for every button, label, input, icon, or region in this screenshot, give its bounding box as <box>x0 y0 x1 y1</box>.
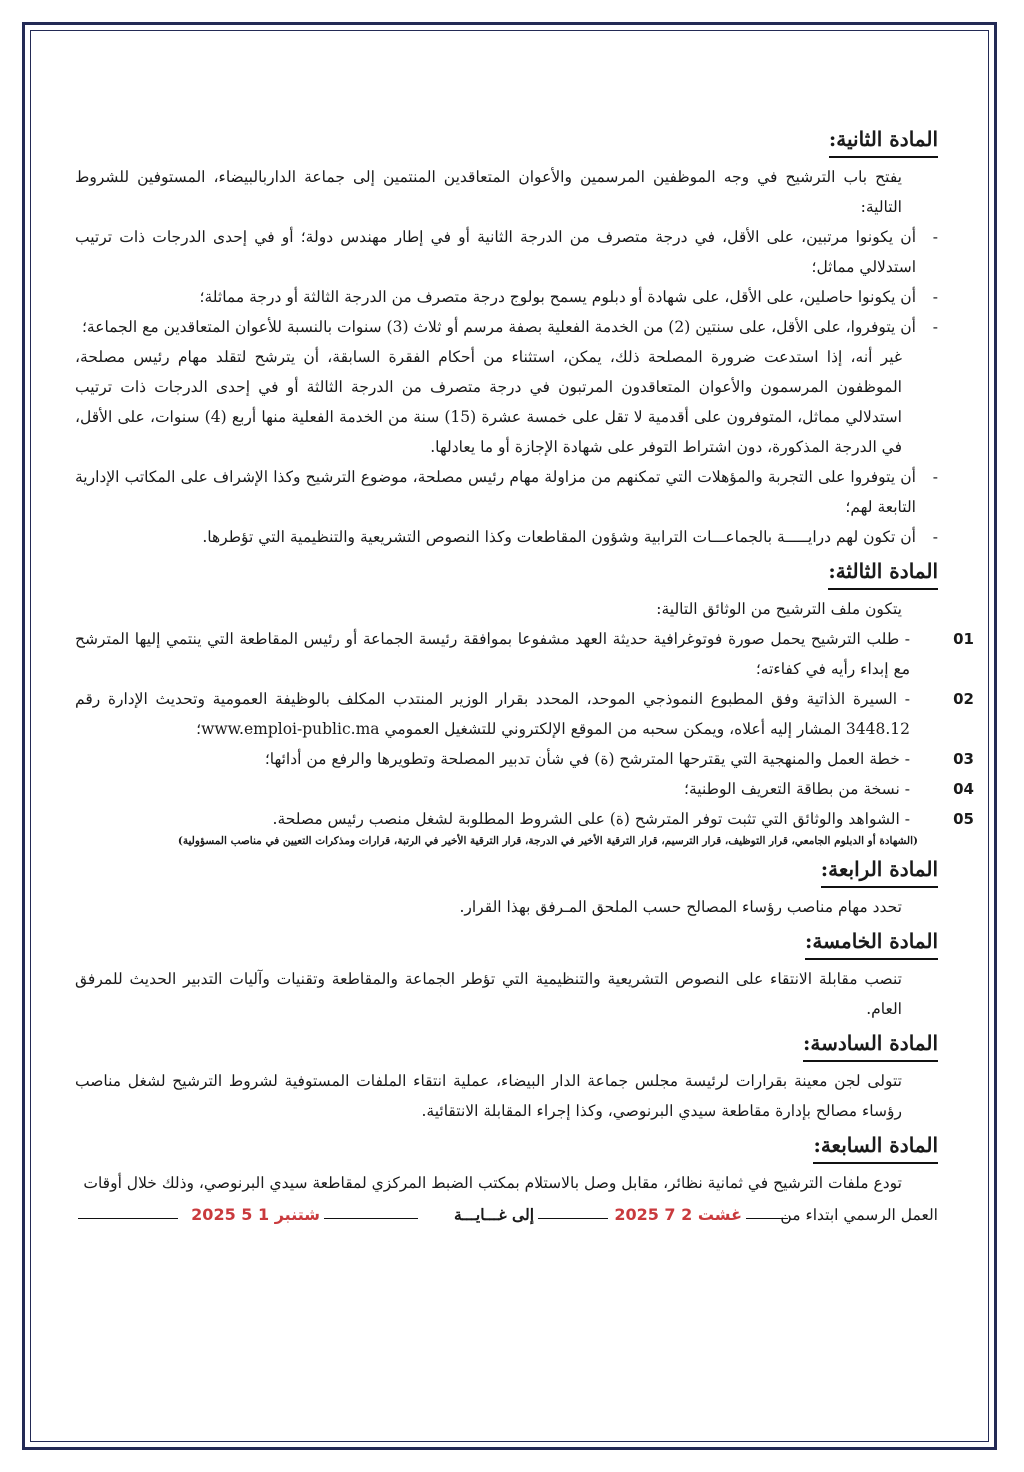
article2-exception: غير أنه، إذا استدعت ضرورة المصلحة ذلك، يمكن، استثناء من أحكام الفقرة السابقة، أن يترشح لتقلد مهام رئيس مصلحة، الموظفون المرسمون والأعوان المتعاقدون المرتبون في درجة متصرف من الدرجة الثالثة أو في إحدى الدرجات ذات ترتيب استدلالي مماثل، المتوفرون على أقدمية لا تقل على خمسة عشرة (15) سنة من الخدمة الفعلية منها أربع (4) سنوات، على الأقل، في الدرجة المذكورة، دون اشتراط التوفر على شهادة الإجازة أو ما يعادلها. <box>75 348 902 456</box>
article7-text: تودع ملفات الترشيح في ثمانية نظائر، مقابل وصل بالاستلام بمكتب الضبط المركزي لمقاطعة سيدي البرنوصي، وذلك خلال أوقات <box>83 1174 902 1192</box>
documents-note: (الشهادة أو الدبلوم الجامعي، قرار التوظيف، قرار الترسيم، قرار الترقية الأخير في الدرجة، قرار الترقية الأخير في الرتبة، قرارات ومذكرات التعيين في مناصب المسؤولية) <box>177 835 918 847</box>
article4-heading: المادة الرابعة: <box>821 854 938 888</box>
document-list-item: 05 - الشواهد والوثائق التي تثبت توفر المترشح (ة) على الشروط المطلوبة لشغل منصب رئيس مصلحة. <box>272 810 974 828</box>
article5-heading: المادة الخامسة: <box>805 926 938 960</box>
end-date-stamp: 2025 شتنبر 1 5 <box>191 1205 320 1224</box>
article2-bullet: - أن يكونوا حاصلين، على الأقل، على شهادة أو دبلوم يسمح بولوج درجة متصرف من الدرجة الثالثة أو درجة مماثلة؛ <box>199 288 938 306</box>
start-date-label: العمل الرسمي ابتداء من <box>780 1206 938 1224</box>
document-list-item: 01 - طلب الترشيح يحمل صورة فوتوغرافية حديثة العهد مشفوعا بموافقة رئيسة الجماعة أو رئيس المقاطعة التي ينتمي إليها المترشح مع إبداء رأيه في كفاءته؛ <box>75 630 974 678</box>
date-blank-line <box>538 1218 608 1219</box>
date-blank-line <box>78 1218 178 1219</box>
article2-bullet: - أن تكون لهم درايـــــة بالجماعـــات الترابية وشؤون المقاطعات وكذا النصوص التشريعية والتنظيمية التي تؤطرها. <box>202 528 938 546</box>
article6-heading: المادة السادسة: <box>803 1028 938 1062</box>
article7-heading: المادة السابعة: <box>813 1130 938 1164</box>
article2-bullet: - أن يكونوا مرتبين، على الأقل، في درجة متصرف من الدرجة الثانية أو في إطار مهندس دولة؛ أو في إحدى الدرجات ذات ترتيب استدلالي مماثل؛ <box>75 228 938 276</box>
document-list-item: 02 - السيرة الذاتية وفق المطبوع النموذجي الموحد، المحدد بقرار الوزير المنتدب المكلف بالوظيفة العمومية وتحديث الإدارة رقم 3448.12 المشار إليه أعلاه، ويمكن سحبه من الموقع الإلكتروني للتشغيل العمومي www.emploi-public.ma؛ <box>75 690 974 738</box>
article3-intro: يتكون ملف الترشيح من الوثائق التالية: <box>656 600 902 618</box>
article2-heading: المادة الثانية: <box>829 124 938 158</box>
article5-text: تنصب مقابلة الانتقاء على النصوص التشريعية والتنظيمية التي تؤطر الجماعة والمقاطعة وتقنيات وآليات التدبير الحديث للمرفق العام. <box>75 970 902 1018</box>
article2-intro: يفتح باب الترشيح في وجه الموظفين المرسمين والأعوان المتعاقدين المنتمين إلى جماعة الداربالبيضاء، المستوفين للشروط التالية: <box>75 168 902 216</box>
document-list-item: 04 - نسخة من بطاقة التعريف الوطنية؛ <box>684 780 974 798</box>
deposit-period-line <box>75 1200 938 1232</box>
article4-text: تحدد مهام مناصب رؤساء المصالح حسب الملحق المـرفق بهذا القرار. <box>459 898 902 916</box>
start-date-stamp: 2025 غشت 2 7 <box>614 1205 742 1224</box>
article2-bullet: - أن يتوفروا، على الأقل، على سنتين (2) من الخدمة الفعلية بصفة مرسم أو ثلاث (3) سنوات بالنسبة للأعوان المتعاقدين مع الجماعة؛ <box>81 318 938 336</box>
article6-text: تتولى لجن معينة بقرارات لرئيسة مجلس جماعة الدار البيضاء، عملية انتقاء الملفات المستوفية لشروط الترشيح لشغل مناصب رؤساء مصالح بإدارة مقاطعة سيدي البرنوصي، وكذا إجراء المقابلة الانتقائية. <box>75 1072 902 1120</box>
date-blank-line <box>324 1218 418 1219</box>
article3-heading: المادة الثالثة: <box>828 556 938 590</box>
document-body <box>75 120 974 1232</box>
article2-bullet: - أن يتوفروا على التجربة والمؤهلات التي تمكنهم من مزاولة مهام رئيس مصلحة، موضوع الترشيح وكذا الإشراف على المكاتب الإدارية التابعة لهم؛ <box>75 468 938 516</box>
document-list-item: 03 - خطة العمل والمنهجية التي يقترحها المترشح (ة) في شأن تدبير المصلحة وتطويرها والرفع من أدائها؛ <box>264 750 974 768</box>
date-blank-line <box>746 1218 788 1219</box>
until-label: إلى غـــايـــة <box>453 1205 534 1224</box>
